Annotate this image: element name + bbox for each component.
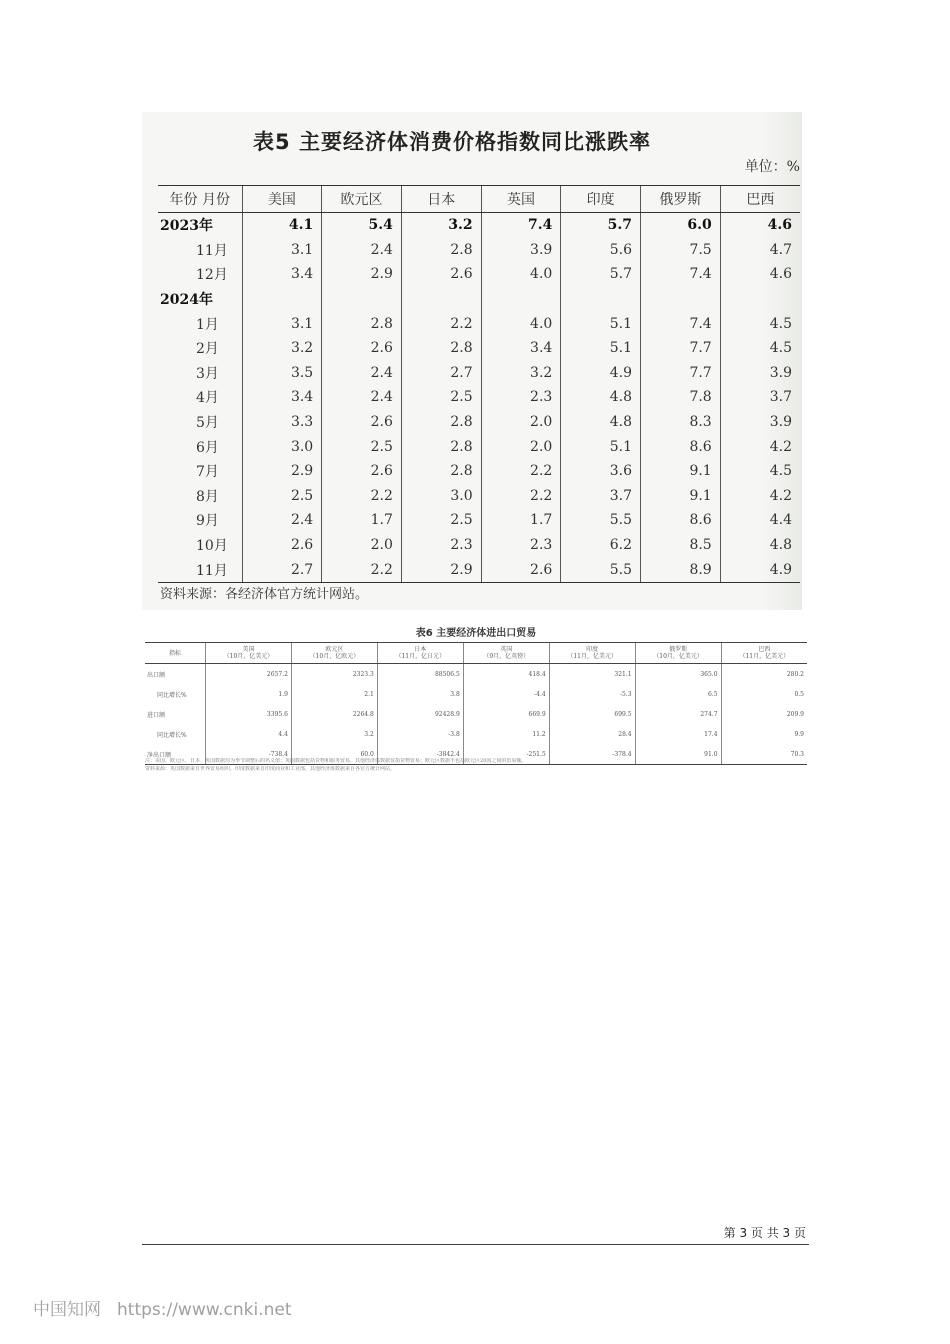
table-row bbox=[158, 484, 800, 509]
table6-header-label: 日本 bbox=[414, 646, 427, 653]
table-cell: 2.8 bbox=[401, 238, 481, 263]
table-cell bbox=[561, 287, 641, 312]
row-label: 2023年 bbox=[160, 218, 213, 235]
table-cell: 5.1 bbox=[561, 434, 641, 459]
table-cell: 2.2 bbox=[401, 311, 481, 336]
table6-header-unit: （11月，亿美元） bbox=[567, 653, 617, 660]
table-cell: 3.9 bbox=[720, 361, 800, 386]
row-label: 9月 bbox=[196, 513, 219, 530]
table6-source-note: 资料来源：英国数据来自世界贸易组织，印度数据来自印度商业和工业部，其他经济体数据来自各官方统计网站。 bbox=[145, 766, 396, 772]
table6-header-cell bbox=[463, 643, 549, 664]
table-cell: 669.9 bbox=[463, 704, 549, 724]
table-cell: 7.8 bbox=[641, 385, 721, 410]
table6-header-cell bbox=[377, 643, 463, 664]
table-cell: 1.9 bbox=[206, 684, 292, 704]
row-label: 6月 bbox=[196, 439, 219, 456]
table-cell: 8.5 bbox=[641, 533, 721, 558]
table-cell: 88506.5 bbox=[377, 664, 463, 685]
row-label: 出口额 bbox=[147, 671, 166, 679]
table-cell: 365.0 bbox=[635, 664, 721, 685]
table-cell: 8.6 bbox=[641, 508, 721, 533]
header-japan: 日本 bbox=[401, 186, 481, 213]
table-row bbox=[158, 508, 800, 533]
table-cell: 2.8 bbox=[401, 410, 481, 435]
table-cell: 3395.6 bbox=[206, 704, 292, 724]
table6-title: 表6 主要经济体进出口贸易 bbox=[415, 628, 537, 639]
table-cell: 4.5 bbox=[720, 311, 800, 336]
table-cell: 28.4 bbox=[549, 724, 635, 744]
table-row bbox=[158, 434, 800, 459]
table-cell: 4.4 bbox=[206, 724, 292, 744]
table-cell: 4.6 bbox=[720, 213, 800, 238]
table6-header-label: 指标 bbox=[168, 649, 181, 657]
table-cell: 4.8 bbox=[561, 385, 641, 410]
table-cell: 2.6 bbox=[322, 336, 402, 361]
table-row bbox=[158, 238, 800, 263]
table-cell: 2.0 bbox=[322, 533, 402, 558]
table-cell: 3.1 bbox=[242, 238, 322, 263]
row-label: 12月 bbox=[196, 267, 228, 284]
table6-header-unit: （11月，亿日元） bbox=[395, 653, 446, 660]
row-label: 7月 bbox=[196, 464, 219, 481]
table-cell: 3.6 bbox=[561, 459, 641, 484]
table-cell: 7.5 bbox=[641, 238, 721, 263]
header-uk: 英国 bbox=[481, 186, 561, 213]
table-cell bbox=[641, 287, 721, 312]
table-cell: 3.2 bbox=[291, 724, 377, 744]
table-cell: 7.4 bbox=[481, 213, 561, 238]
row-label: 进口额 bbox=[147, 711, 166, 719]
table-row bbox=[158, 311, 800, 336]
table-cell: 3.2 bbox=[401, 213, 481, 238]
table-cell: 3.9 bbox=[720, 410, 800, 435]
table-cell: 2.8 bbox=[322, 311, 402, 336]
table6-header-unit: （10月，亿美元） bbox=[653, 653, 703, 660]
table-row bbox=[145, 664, 807, 685]
table-cell: 2.6 bbox=[322, 410, 402, 435]
table-cell: 5.1 bbox=[561, 311, 641, 336]
table6-header-cell bbox=[291, 643, 377, 664]
row-label: 11月 bbox=[158, 557, 242, 582]
row-label: 同比增长% bbox=[157, 731, 187, 739]
row-label: 4月 bbox=[196, 390, 219, 407]
table-cell: 2323.3 bbox=[291, 664, 377, 685]
table6-header-unit: （11月，亿美元） bbox=[739, 653, 790, 660]
table-cell: 92428.9 bbox=[377, 704, 463, 724]
table-cell: 4.8 bbox=[720, 533, 800, 558]
header-period: 年份 月份 bbox=[158, 186, 242, 213]
table-row bbox=[158, 557, 800, 582]
table6-header-cell bbox=[721, 643, 807, 664]
table5-source-note: 资料来源：各经济体官方统计网站。 bbox=[160, 587, 369, 602]
table-cell: 4.5 bbox=[720, 459, 800, 484]
row-label: 11月 bbox=[196, 242, 228, 259]
table-cell: 321.1 bbox=[549, 664, 635, 685]
table-cell: -738.4 bbox=[206, 744, 292, 765]
table-cell: 3.1 bbox=[242, 311, 322, 336]
table-cell: 2.6 bbox=[322, 459, 402, 484]
table-cell: 4.5 bbox=[720, 336, 800, 361]
table-cell: 2.6 bbox=[242, 533, 322, 558]
table-cell: 2.1 bbox=[291, 684, 377, 704]
table-row bbox=[158, 361, 800, 386]
row-label: 2024年 bbox=[160, 292, 213, 309]
table6-header-row bbox=[145, 643, 807, 664]
table6-header-label: 美国 bbox=[242, 646, 255, 653]
table-cell: -378.4 bbox=[549, 744, 635, 765]
table-cell: -3.8 bbox=[377, 724, 463, 744]
row-label: 3月 bbox=[196, 365, 219, 382]
table-row bbox=[158, 385, 800, 410]
table-cell: 3.4 bbox=[242, 385, 322, 410]
table-cell: 4.2 bbox=[720, 434, 800, 459]
table-cell: 3.8 bbox=[377, 684, 463, 704]
table-cell: 60.0 bbox=[291, 744, 377, 765]
table-cell: 70.3 bbox=[721, 744, 807, 765]
table5-title: 表5 主要经济体消费价格指数同比涨跌率 bbox=[253, 130, 651, 154]
table-cell: -4.4 bbox=[463, 684, 549, 704]
table-cell: 4.1 bbox=[242, 213, 322, 238]
table-cell: 2.3 bbox=[481, 385, 561, 410]
table-cell: 5.6 bbox=[561, 238, 641, 263]
table-cell bbox=[401, 287, 481, 312]
header-eurozone: 欧元区 bbox=[322, 186, 402, 213]
table6-header-cell bbox=[549, 643, 635, 664]
table-cell: 2.9 bbox=[401, 557, 481, 582]
table-cell: 2.2 bbox=[322, 557, 402, 582]
table-cell: 5.5 bbox=[561, 508, 641, 533]
table-cell: 2.9 bbox=[242, 459, 322, 484]
table-cell: 418.4 bbox=[463, 664, 549, 685]
table-cell: 5.7 bbox=[561, 213, 641, 238]
row-label: 1月 bbox=[196, 316, 219, 333]
header-russia: 俄罗斯 bbox=[641, 186, 721, 213]
table-cell: 4.6 bbox=[720, 262, 800, 287]
header-us: 美国 bbox=[242, 186, 322, 213]
table-cell: 2.3 bbox=[401, 533, 481, 558]
table-cell: -251.5 bbox=[463, 744, 549, 765]
table-cell: 280.2 bbox=[721, 664, 807, 685]
footer-divider bbox=[142, 1244, 809, 1245]
table-cell: 2.9 bbox=[322, 262, 402, 287]
table-row bbox=[145, 684, 807, 704]
row-label: 5月 bbox=[196, 415, 219, 432]
table-cell: 2.3 bbox=[481, 533, 561, 558]
table-cell: 3.4 bbox=[242, 262, 322, 287]
table-cell: 3.0 bbox=[242, 434, 322, 459]
table6-header-cell bbox=[635, 643, 721, 664]
table-cell: 2.2 bbox=[322, 484, 402, 509]
table-cell: 2.5 bbox=[322, 434, 402, 459]
table-cell: 2.0 bbox=[481, 434, 561, 459]
table-cell: 8.9 bbox=[641, 557, 721, 582]
table-cell: 2264.8 bbox=[291, 704, 377, 724]
table-cell: 4.9 bbox=[561, 361, 641, 386]
table6-header-unit: （10月，亿欧元） bbox=[309, 653, 360, 660]
row-label: 同比增长% bbox=[157, 691, 187, 699]
table-cell: -5.3 bbox=[549, 684, 635, 704]
table-cell: 2.2 bbox=[481, 459, 561, 484]
row-label: 净出口额 bbox=[145, 744, 206, 765]
table-cell: 1.7 bbox=[481, 508, 561, 533]
watermark-name: 中国知网 bbox=[33, 1300, 101, 1320]
table-cell: 2.0 bbox=[481, 410, 561, 435]
row-label: 2月 bbox=[196, 341, 219, 358]
table-cell: 2.6 bbox=[481, 557, 561, 582]
table6-header-label: 俄罗斯 bbox=[669, 646, 688, 653]
table-cell bbox=[322, 287, 402, 312]
table-cell: 7.4 bbox=[641, 262, 721, 287]
table6-header-label: 英国 bbox=[500, 646, 513, 653]
table-cell: 2.6 bbox=[401, 262, 481, 287]
table-cell: 11.2 bbox=[463, 724, 549, 744]
table-cell: 2.5 bbox=[242, 484, 322, 509]
table5-unit: 单位：% bbox=[744, 159, 800, 175]
table-cell: 6.0 bbox=[641, 213, 721, 238]
table-cell: 3.0 bbox=[401, 484, 481, 509]
table-cell: 2.7 bbox=[242, 557, 322, 582]
table-cell: 2.8 bbox=[401, 459, 481, 484]
table6-header-label: 欧元区 bbox=[325, 646, 344, 653]
table-cell: -3842.4 bbox=[377, 744, 463, 765]
table-cell: 2.4 bbox=[322, 238, 402, 263]
table6-header-unit: （9月，亿英镑） bbox=[483, 653, 530, 660]
header-brazil: 巴西 bbox=[720, 186, 800, 213]
table-cell: 4.7 bbox=[720, 238, 800, 263]
table-cell: 3.7 bbox=[720, 385, 800, 410]
table6-note: 注：美国、欧元区、日本、英国数据均为季节调整后的名义值；英国数据包括货物和服务贸易，其他经济体数据仅指货物贸易；欧元区数据不包括欧元区20国之间的贸易额。 bbox=[145, 758, 527, 764]
table-cell: 7.4 bbox=[641, 311, 721, 336]
table-cell: 3.3 bbox=[242, 410, 322, 435]
table-cell: 7.7 bbox=[641, 336, 721, 361]
table-cell: 2.8 bbox=[401, 336, 481, 361]
table6-header-unit: （10月，亿美元） bbox=[223, 653, 274, 660]
table-cell: 3.9 bbox=[481, 238, 561, 263]
table-cell bbox=[720, 287, 800, 312]
table-cell: 9.1 bbox=[641, 459, 721, 484]
table-cell: 4.9 bbox=[720, 557, 800, 582]
table6-header-cell bbox=[145, 643, 206, 664]
table6-header-cell bbox=[206, 643, 292, 664]
table-row bbox=[145, 724, 807, 744]
table-cell: 17.4 bbox=[635, 724, 721, 744]
table-cell: 6.2 bbox=[561, 533, 641, 558]
watermark-url: https://www.cnki.net bbox=[117, 1300, 292, 1320]
table-cell: 2.4 bbox=[242, 508, 322, 533]
cnki-watermark bbox=[33, 1295, 291, 1320]
table-cell: 4.2 bbox=[720, 484, 800, 509]
table-cell: 9.9 bbox=[721, 724, 807, 744]
table-cell: 3.7 bbox=[561, 484, 641, 509]
table-cell: 3.4 bbox=[481, 336, 561, 361]
table-cell: 7.7 bbox=[641, 361, 721, 386]
table-cell: 209.9 bbox=[721, 704, 807, 724]
table-cell: 4.4 bbox=[720, 508, 800, 533]
trade-table bbox=[145, 642, 807, 765]
table-row bbox=[158, 533, 800, 558]
table-cell: 2.7 bbox=[401, 361, 481, 386]
cpi-table bbox=[158, 185, 800, 583]
table-row bbox=[158, 262, 800, 287]
table6-header-label: 印度 bbox=[586, 646, 599, 653]
table-cell: 2.4 bbox=[322, 361, 402, 386]
table-cell: 2.4 bbox=[322, 385, 402, 410]
table-row bbox=[158, 287, 800, 312]
table-cell: 2.5 bbox=[401, 385, 481, 410]
table-cell: 6.5 bbox=[635, 684, 721, 704]
table-row bbox=[158, 459, 800, 484]
table-cell: 3.2 bbox=[481, 361, 561, 386]
table-cell: 2.8 bbox=[401, 434, 481, 459]
table-cell: 5.5 bbox=[561, 557, 641, 582]
table-cell: 3.2 bbox=[242, 336, 322, 361]
table5-header-row bbox=[158, 186, 800, 213]
table-cell: 8.3 bbox=[641, 410, 721, 435]
table-cell: 5.4 bbox=[322, 213, 402, 238]
row-label: 10月 bbox=[196, 538, 228, 555]
table-cell: 4.0 bbox=[481, 262, 561, 287]
table-cell: 4.8 bbox=[561, 410, 641, 435]
table-cell: 2.5 bbox=[401, 508, 481, 533]
table-cell bbox=[242, 287, 322, 312]
table-cell bbox=[481, 287, 561, 312]
table-cell: 5.1 bbox=[561, 336, 641, 361]
header-india: 印度 bbox=[561, 186, 641, 213]
table-cell: 8.6 bbox=[641, 434, 721, 459]
table-cell: 91.0 bbox=[635, 744, 721, 765]
table-cell: 1.7 bbox=[322, 508, 402, 533]
table-cell: 0.5 bbox=[721, 684, 807, 704]
table-cell: 2.2 bbox=[481, 484, 561, 509]
table6-header-label: 巴西 bbox=[758, 646, 771, 653]
table-cell: 9.1 bbox=[641, 484, 721, 509]
table-row bbox=[145, 704, 807, 724]
page-indicator: 第 3 页 共 3 页 bbox=[723, 1226, 806, 1240]
table-row bbox=[158, 213, 800, 238]
table-cell: 699.5 bbox=[549, 704, 635, 724]
table-cell: 4.0 bbox=[481, 311, 561, 336]
table-cell: 3.5 bbox=[242, 361, 322, 386]
table-row bbox=[158, 336, 800, 361]
table-row bbox=[158, 410, 800, 435]
table-cell: 5.7 bbox=[561, 262, 641, 287]
table-cell: 2657.2 bbox=[206, 664, 292, 685]
row-label: 8月 bbox=[196, 488, 219, 505]
table-cell: 274.7 bbox=[635, 704, 721, 724]
